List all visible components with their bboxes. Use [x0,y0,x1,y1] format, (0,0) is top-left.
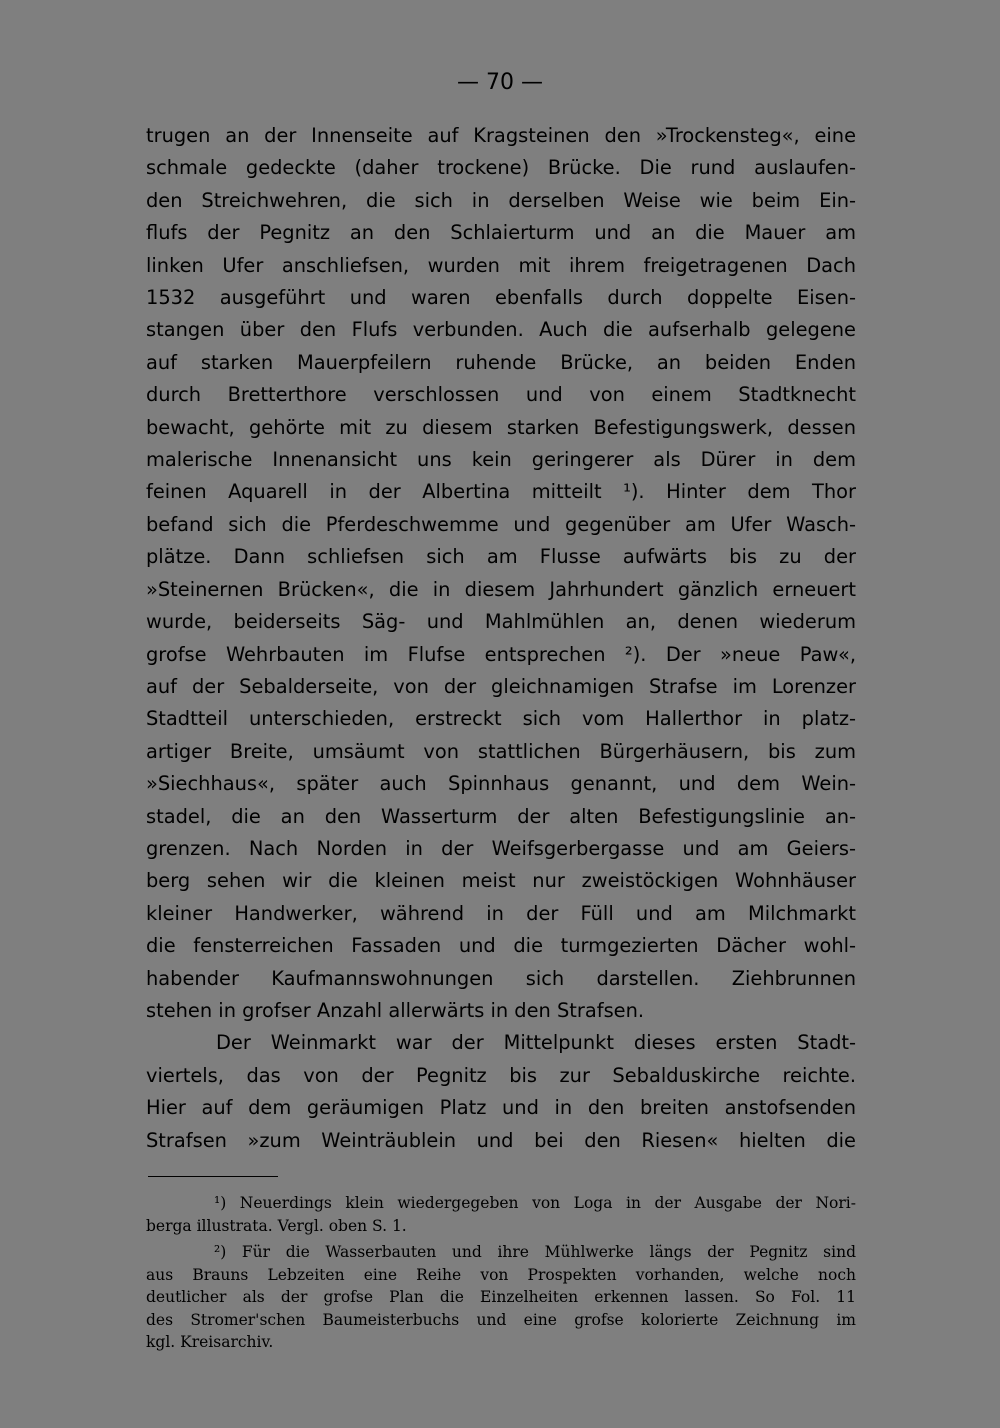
body-text [146,120,856,1157]
text-line: Stadtteil unterschieden, erstreckt sich vom Hallerthor in platz- [146,707,856,731]
footnote-2 [146,1241,856,1354]
text-line: stangen über den Flufs verbunden. Auch die aufserhalb gelegene [146,318,856,342]
text-line: flufs der Pegnitz an den Schlaierturm und an die Mauer am [146,221,856,245]
text-line: »Siechhaus«, später auch Spinnhaus genannt, und dem Wein- [146,772,856,796]
text-line: berg sehen wir die kleinen meist nur zweistöckigen Wohnhäuser [146,869,856,893]
footnote-line: berga illustrata. Vergl. oben S. 1. [146,1216,407,1235]
text-line: den Streichwehren, die sich in derselben Weise wie beim Ein- [146,188,856,212]
text-line: Der Weinmarkt war der Mittelpunkt dieses ersten Stadt- [216,1031,856,1055]
page-number: — 70 — [457,70,543,95]
footnote-1 [146,1192,856,1237]
text-line: artiger Breite, umsäumt von stattlichen Bürgerhäusern, bis zum [146,739,856,763]
text-line: schmale gedeckte (daher trockene) Brücke. Die rund auslaufen- [146,156,856,180]
text-line: Strafsen »zum Weinträublein und bei den Riesen« hielten die [146,1128,856,1152]
text-line: kleiner Handwerker, während in der Füll und am Milchmarkt [146,901,856,925]
text-line: bewacht, gehörte mit zu diesem starken Befestigungswerk, dessen [146,415,856,439]
footnote-line: aus Brauns Lebzeiten eine Reihe von Prospekten vorhanden, welche noch [146,1265,856,1284]
text-line: viertels, das von der Pegnitz bis zur Sebalduskirche reichte. [146,1063,856,1087]
text-line: grofse Wehrbauten im Flufse entsprechen ²). Der »neue Paw«, [146,642,856,666]
text-line: die fensterreichen Fassaden und die turmgezierten Dächer wohl- [146,934,856,958]
footnote-line: kgl. Kreisarchiv. [146,1333,274,1351]
text-line: feinen Aquarell in der Albertina mitteilt ¹). Hinter dem Thor [146,480,856,504]
footnote-separator [148,1176,278,1177]
footnotes [146,1192,856,1354]
text-line: grenzen. Nach Norden in der Weifsgerbergasse und am Geiers- [146,836,856,860]
footnote-line: deutlicher als der grofse Plan die Einzelheiten erkennen lassen. So Fol. 11 [146,1288,856,1306]
text-line: stehen in grofser Anzahl allerwärts in den Strafsen. [146,998,645,1022]
text-line: habender Kaufmannswohnungen sich darstellen. Ziehbrunnen [146,966,856,990]
text-line: plätze. Dann schliefsen sich am Flusse aufwärts bis zu der [146,545,856,569]
footnote-line: des Stromer'schen Baumeisterbuchs und eine grofse kolorierte Zeichnung im [146,1310,856,1329]
text-line: »Steinernen Brücken«, die in diesem Jahrhundert gänzlich erneuert [146,577,856,601]
text-line: stadel, die an den Wasserturm der alten Befestigungslinie an- [146,804,856,828]
text-line: linken Ufer anschliefsen, wurden mit ihrem freigetragenen Dach [146,253,856,277]
footnote-line: ²) Für die Wasserbauten und ihre Mühlwerke längs der Pegnitz sind [214,1243,856,1261]
text-line: wurde, beiderseits Säg- und Mahlmühlen an, denen wiederum [146,610,856,634]
footnote-line: ¹) Neuerdings klein wiedergegeben von Loga in der Ausgabe der Nori- [214,1194,856,1212]
text-line: malerische Innenansicht uns kein geringerer als Dürer in dem [146,448,856,472]
text-line: trugen an der Innenseite auf Kragsteinen den »Trockensteg«, eine [146,124,856,147]
text-line: auf der Sebalderseite, von der gleichnamigen Strafse im Lorenzer [146,674,856,698]
text-line: Hier auf dem geräumigen Platz und in den breiten anstofsenden [146,1096,856,1120]
text-line: durch Bretterthore verschlossen und von einem Stadtknecht [146,383,856,407]
text-line: befand sich die Pferdeschwemme und gegenüber am Ufer Wasch- [146,512,856,536]
text-line: auf starken Mauerpfeilern ruhende Brücke, an beiden Enden [146,350,856,374]
text-line: 1532 ausgeführt und waren ebenfalls durch doppelte Eisen- [146,286,856,310]
